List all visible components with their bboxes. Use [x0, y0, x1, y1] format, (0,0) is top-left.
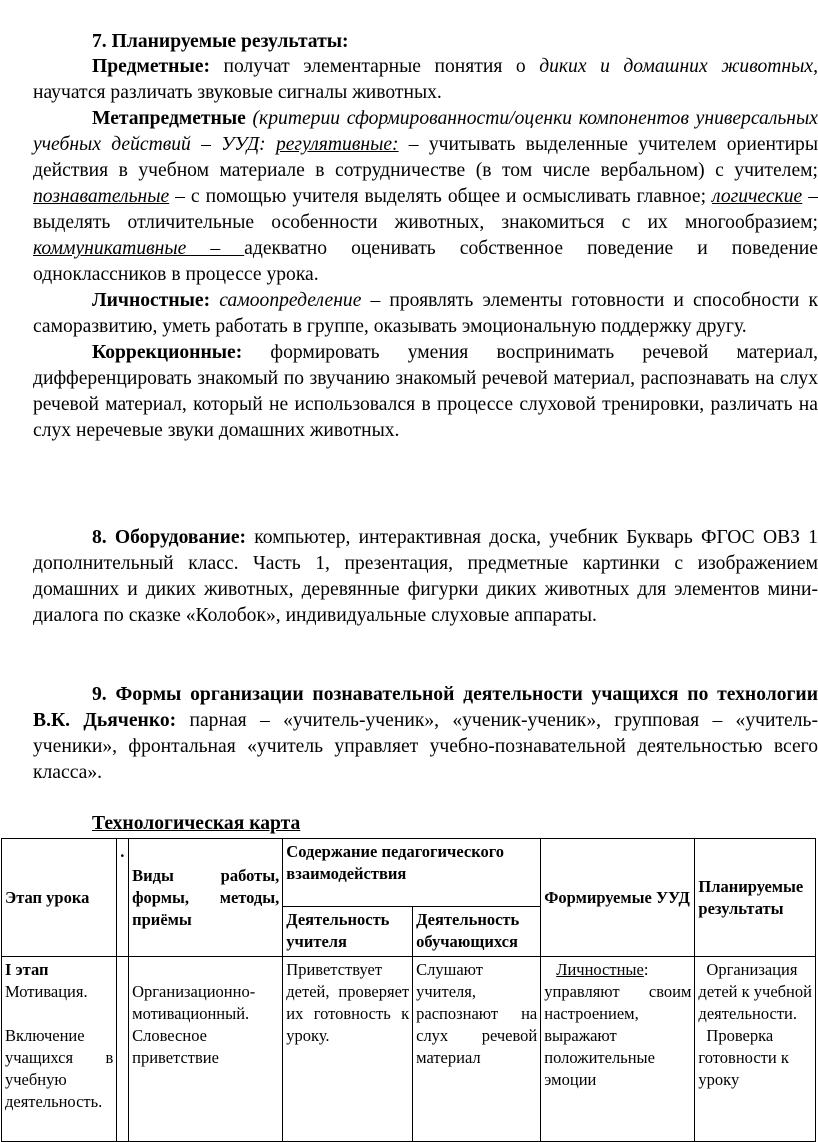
- row1-uud: [541, 957, 695, 1142]
- correction-text: формировать умения воспринимать речевой материал, дифференцировать знакомый по звучанию знакомый речевой материал, распознавать на слух речевой материал, который не использовался в процессе слуховой тренировки, различать на слух неречевые звуки домашних животных.: [33, 342, 818, 441]
- subject-results: [33, 54, 818, 106]
- meta-label: Метапредметные: [92, 108, 246, 129]
- section-9-label: 9. Формы организации познавательной деятельности учащихся по технологии В.К. Дьяченко:: [33, 684, 818, 731]
- section-8-label: 8. Оборудование:: [92, 527, 247, 548]
- subject-text-end: научатся различать звуковые сигналы животных.: [33, 82, 442, 103]
- header-planned-line-1: Планируемые: [698, 876, 804, 896]
- row1-types: [129, 957, 283, 1142]
- row1-uud-colon: :: [643, 960, 649, 979]
- row1-planned-6: уроку: [698, 1070, 740, 1089]
- row1-planned-5: готовности к: [698, 1048, 789, 1067]
- subject-label: Предметные:: [92, 56, 210, 77]
- meta-text-2: – с помощью учителя выделять общее и осмысливать главное;: [169, 186, 713, 207]
- personal-text: – проявлять элементы готовности и способности к саморазвитию, уметь работать в группе, оказывать эмоциональную поддержку другу.: [33, 290, 818, 337]
- meta-regulative: регулятивные:: [275, 134, 399, 155]
- header-students: Деятельность обучающихся: [413, 907, 541, 957]
- meta-italic: (критерии сформированности/оценки компонентов универсальных учебных действий – УУД:: [33, 108, 818, 155]
- row1-stage-name: Мотивация.: [5, 982, 88, 1001]
- row1-planned-1: Организация: [706, 960, 798, 979]
- header-types: Виды работы, формы, методы, приёмы: [129, 839, 283, 957]
- row1-types-text: Организационно-мотивационный. Словесное приветствие: [132, 982, 256, 1067]
- subject-text: получат элементарные понятия о: [209, 56, 540, 77]
- header-content: Содержание педагогического взаимодействия: [283, 839, 541, 907]
- row1-students: Слушают учителя, распознают на слух речевой материал: [413, 957, 541, 1142]
- row1-planned: [695, 957, 816, 1142]
- meta-results: [33, 106, 818, 288]
- personal-italic: самоопределение: [210, 290, 362, 311]
- section-7-title: 7. Планируемые результаты:: [92, 31, 349, 52]
- tech-card-title: Технологическая карта: [92, 813, 301, 834]
- correction-label: Коррекционные:: [92, 342, 243, 363]
- meta-text-1: – учитывать выделенные учителем ориентиры действия в учебном материале в сотрудничестве (в том числе вербальном) с учителем;: [33, 134, 818, 181]
- row1-stage: [2, 957, 117, 1142]
- row1-planned-3: деятельности.: [698, 1004, 798, 1023]
- row1-uud-label: Личностные: [556, 960, 644, 979]
- meta-communicative: коммуникативные –: [33, 238, 245, 259]
- row1-dot: [117, 957, 129, 1142]
- header-planned-line-2: результаты: [698, 898, 784, 918]
- subject-italic: диких и домашних животных,: [539, 56, 818, 77]
- row1-planned-4: Проверка: [706, 1026, 774, 1045]
- row1-uud-text: управляют своим настроением, выражают положительные эмоции: [544, 982, 692, 1089]
- row1-teacher: Приветствует детей, проверяет их готовность к уроку.: [283, 957, 413, 1142]
- meta-text-3: – выделять отличительные особенности животных, знакомиться с их многообразием;: [33, 186, 818, 233]
- correction-results: [33, 340, 818, 444]
- header-stage: Этап урока: [2, 839, 117, 957]
- header-uud: Формируемые УУД: [541, 839, 695, 957]
- header-planned: [695, 839, 816, 957]
- meta-text-4: адекватно оценивать собственное поведение и поведение одноклассников в процессе урока.: [33, 238, 818, 285]
- section-9-text: парная – «учитель-ученик», «ученик-ученик», групповая – «учитель-ученики», фронтальная «учитель управляет учебно-познавательной деятельностью всего класса».: [33, 710, 818, 783]
- section-8: [33, 525, 818, 629]
- row1-stage-desc: Включение учащихся в учебную деятельность.: [5, 1026, 114, 1111]
- personal-results: [33, 288, 818, 340]
- section-7-body: [33, 54, 818, 444]
- section-9: [33, 682, 818, 786]
- meta-logical: логические: [712, 186, 803, 207]
- meta-cognitive: познавательные: [33, 186, 170, 207]
- section-8-text: компьютер, интерактивная доска, учебник Букварь ФГОС ОВЗ 1 дополнительный класс. Часть 1, презентация, предметные картинки с изображением домашних и диких животных, деревянные фигурки диких животных для элементов мини-диалога по сказке «Колобок», индивидуальные слуховые аппараты.: [33, 527, 818, 626]
- header-dot: .: [117, 839, 129, 957]
- row1-stage-title: I этап: [5, 960, 49, 979]
- row1-planned-2: детей к учебной: [698, 982, 812, 1001]
- tech-card-table: [1, 838, 816, 1142]
- header-teacher: Деятельность учителя: [283, 907, 413, 957]
- personal-label: Личностные:: [92, 290, 211, 311]
